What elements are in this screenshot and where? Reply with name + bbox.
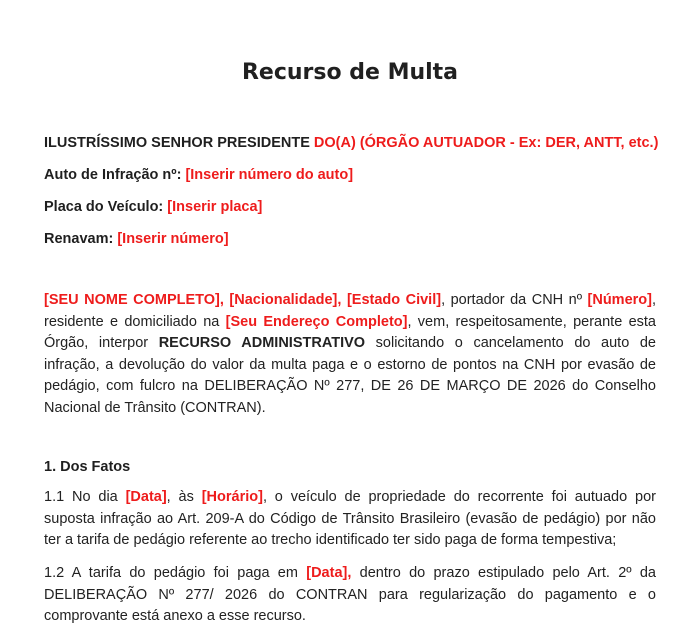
section-heading: 1. Dos Fatos xyxy=(44,459,131,475)
data-placeholder-2: [Data], xyxy=(306,565,352,581)
fact1-text-c: , o veículo de propriedade do recorrente foi autuado por suposta infração ao Art. 209-A do Código de Trânsito Brasileiro (evasão de pedágio) por não ter a tarifa de pedágio referente ao trecho identificado ter sido paga de forma tempestiva; xyxy=(44,489,656,548)
recurso-label: RECURSO ADMINISTRATIVO xyxy=(158,335,366,351)
auto-placeholder: [Inserir número do auto] xyxy=(185,167,354,183)
numero-placeholder: [Número] xyxy=(587,292,652,308)
horario-placeholder: [Horário] xyxy=(201,489,263,505)
placa-line xyxy=(44,199,262,215)
intro-paragraph xyxy=(44,290,656,419)
fact-paragraph-1 xyxy=(44,487,656,552)
page-title: Recurso de Multa xyxy=(241,60,459,85)
estado-civil-placeholder: [Estado Civil] xyxy=(346,292,442,308)
placa-label: Placa do Veículo: xyxy=(44,199,168,215)
data-placeholder: [Data] xyxy=(125,489,167,505)
auto-line xyxy=(44,167,353,183)
intro-text-2: , residente e domiciliado na xyxy=(44,292,656,330)
addressee-placeholder: DO(A) (ÓRGÃO AUTUADOR - Ex: DER, ANTT, etc.) xyxy=(313,135,659,151)
placa-placeholder: [Inserir placa] xyxy=(167,199,263,215)
fact-paragraph-2 xyxy=(44,563,656,628)
addressee-line xyxy=(44,135,658,151)
renavam-label: Renavam: xyxy=(44,231,118,247)
renavam-line xyxy=(44,231,229,247)
intro-text-4: solicitando o cancelamento do auto de infração, a devolução do valor da multa paga e o estorno de pontos na CNH por evasão de pedágio, com fulcro na DELIBERAÇÃO Nº 277, DE 26 DE MARÇO DE 2026 do Conselho Nacional de Trânsito (CONTRAN). xyxy=(44,335,656,416)
renavam-placeholder: [Inserir número] xyxy=(117,231,229,247)
fact1-text-b: , às xyxy=(166,489,202,505)
intro-text-1: , portador da CNH nº xyxy=(441,292,588,308)
fact1-text-a: 1.1 No dia xyxy=(44,489,126,505)
addressee-prefix: ILUSTRÍSSIMO SENHOR PRESIDENTE xyxy=(44,135,314,151)
nacionalidade-placeholder: [Nacionalidade], xyxy=(229,292,342,308)
auto-label: Auto de Infração nº: xyxy=(44,167,186,183)
fact2-text-a: 1.2 A tarifa do pedágio foi paga em xyxy=(44,565,307,581)
intro-sep1: , xyxy=(219,292,230,308)
fact2-text-b: dentro do prazo estipulado pelo Art. 2º da DELIBERAÇÃO Nº 277/ 2026 do CONTRAN para regularização do pagamento e o comprovante está anexo a esse recurso. xyxy=(44,565,656,624)
intro-text-3: , vem, respeitosamente, perante esta Órgão, interpor xyxy=(44,313,656,351)
nome-placeholder: [SEU NOME COMPLETO] xyxy=(44,292,220,308)
endereco-placeholder: [Seu Endereço Completo] xyxy=(225,313,408,330)
